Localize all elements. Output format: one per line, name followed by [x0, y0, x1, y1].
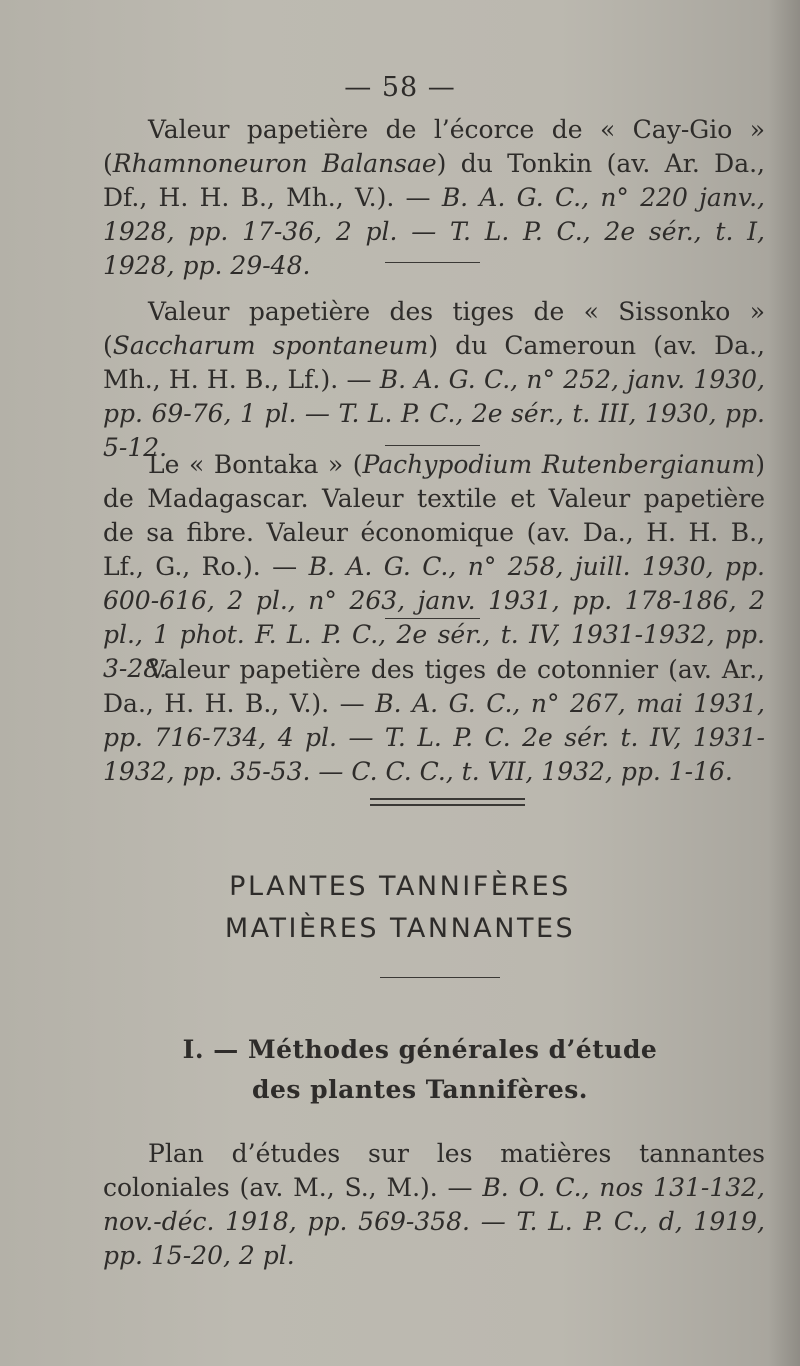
section-divider	[370, 798, 525, 806]
separator-rule	[385, 445, 480, 446]
separator-rule	[385, 262, 480, 263]
entry-details: ) du Cameroun (av. Da., Mh., H. H. B., Lf.). —	[103, 331, 765, 394]
bibliography-entry	[103, 1137, 765, 1273]
subsection-heading-line1: I. — Méthodes générales d’étude	[182, 1035, 658, 1064]
bibliography-entry	[103, 653, 765, 789]
entry-title: Valeur papetière de l’écorce de « Cay-Gio » (	[103, 115, 765, 178]
entry-title: Valeur papetière des tiges de « Sissonko » (	[103, 297, 765, 360]
entry-references: B. A. G. C., n° 220 janv., 1928, pp. 17-36, 2 pl. — T. L. P. C., 2e sér., t. I, 1928, pp. 29-48.	[103, 183, 765, 280]
entry-details: ) de Madagascar. Valeur textile et Valeur papetière de sa fibre. Valeur économique (av. Da., H. H. B., Lf., G., Ro.). —	[103, 450, 765, 581]
bibliography-entry	[103, 448, 765, 686]
entry-title: Plan d’études sur les matières tannantes coloniales (av. M., S., M.). —	[103, 1139, 765, 1202]
bibliography-entry	[103, 113, 765, 283]
entry-latin-name: Saccharum spontaneum	[112, 331, 429, 360]
entry-latin-name: Pachypodium Rutenbergianum	[362, 450, 756, 479]
entry-latin-name: Rhamnoneuron Balansae	[112, 149, 437, 178]
separator-rule	[385, 618, 480, 619]
separator-rule	[380, 977, 500, 978]
subsection-heading-line2: des plantes Tannifères.	[251, 1075, 589, 1104]
page-number: — 58 —	[344, 72, 456, 103]
entry-references: B. A. G. C., n° 258, juill. 1930, pp. 600-616, 2 pl., n° 263, janv. 1931, pp. 178-186, 2 pl., 1 phot. F. L. P. C., 2e sér., t. IV, 1931-1932, pp. 3-28.	[103, 552, 765, 683]
entry-details: ) du Tonkin (av. Ar. Da., Df., H. H. B., Mh., V.). —	[103, 149, 765, 212]
bibliography-entry	[103, 295, 765, 465]
entry-title: Valeur papetière des tiges de cotonnier (av. Ar., Da., H. H. B., V.). —	[103, 655, 765, 718]
entry-references: B. A. G. C., n° 252, janv. 1930, pp. 69-76, 1 pl. — T. L. P. C., 2e sér., t. III, 1930, pp. 5-12.	[103, 365, 765, 462]
section-heading-line1: PLANTES TANNIFÈRES	[229, 871, 571, 902]
entry-references: B. O. C., nos 131-132, nov.-déc. 1918, pp. 569-358. — T. L. P. C., d, 1919, pp. 15-20, 2 pl.	[103, 1173, 766, 1270]
entry-references: B. A. G. C., n° 267, mai 1931, pp. 716-734, 4 pl. — T. L. P. C. 2e sér. t. IV, 1931-1932, pp. 35-53. — C. C. C., t. VII, 1932, pp. 1-16.	[103, 689, 765, 786]
section-heading-line2: MATIÈRES TANNANTES	[224, 913, 576, 944]
entry-title: Le « Bontaka » (	[148, 450, 363, 479]
